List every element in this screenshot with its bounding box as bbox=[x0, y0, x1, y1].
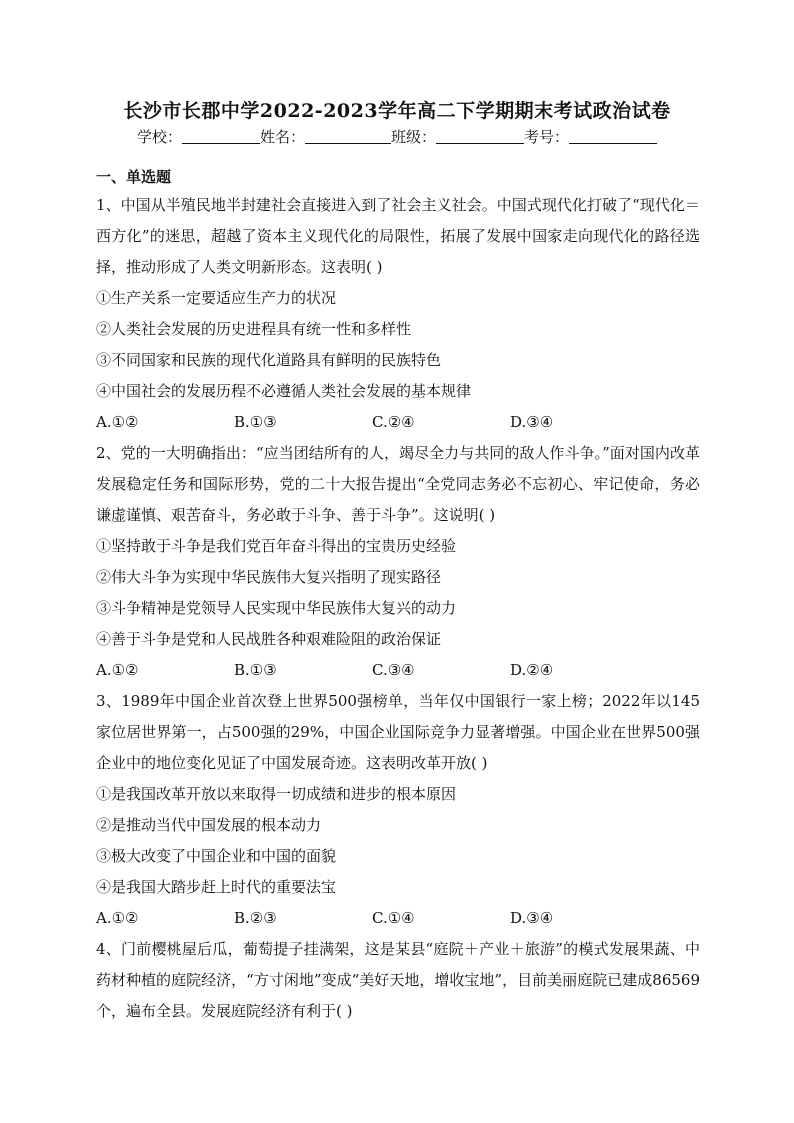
statement-item: ①坚持敢于斗争是我们党百年奋斗得出的宝贵历史经验 bbox=[96, 537, 457, 555]
question-3 bbox=[96, 686, 700, 934]
question-1 bbox=[96, 190, 700, 438]
question-stem: 2、党的一大明确指出：“应当团结所有的人，竭尽全力与共同的敌人作斗争。”面对国内改革发展稳定任务和国际形势，党的二十大报告提出“全党同志务必不忘初心、牢记使命，务必谦虚谨慎、艰苦奋斗，务必敢于斗争、善于斗争”。这说明( ) bbox=[96, 444, 700, 524]
answer-choices bbox=[96, 655, 700, 686]
exam-number-blank bbox=[569, 129, 657, 144]
page-title: 长沙市长郡中学2022-2023学年高二下学期期末考试政治试卷 bbox=[123, 100, 671, 122]
student-info-row bbox=[0, 126, 794, 147]
choice-b: B.①③ bbox=[234, 661, 277, 679]
choice-c: C.①④ bbox=[372, 909, 415, 927]
exam-number-field bbox=[524, 126, 657, 147]
exam-number-label: 考号： bbox=[524, 128, 570, 146]
statement-item: ①生产关系一定要适应生产力的状况 bbox=[96, 289, 337, 307]
choice-a: A.①② bbox=[96, 413, 139, 431]
school-field bbox=[137, 126, 260, 147]
choice-c: C.②④ bbox=[372, 413, 415, 431]
name-label: 姓名： bbox=[259, 128, 305, 146]
statement-item: ③极大改变了中国企业和中国的面貌 bbox=[96, 847, 337, 865]
statement-item: ①是我国改革开放以来取得一切成绩和进步的根本原因 bbox=[96, 785, 457, 803]
choice-d: D.③④ bbox=[510, 413, 554, 431]
class-label: 班级： bbox=[391, 128, 437, 146]
choice-c: C.③④ bbox=[372, 661, 415, 679]
statement-item: ②伟大斗争为实现中华民族伟大复兴指明了现实路径 bbox=[96, 568, 442, 586]
choice-b: B.②③ bbox=[234, 909, 277, 927]
school-label: 学校： bbox=[136, 128, 182, 146]
question-stem: 4、门前樱桃屋后瓜，葡萄提子挂满架，这是某县“庭院＋产业＋旅游”的模式发展果蔬、中药材种植的庭院经济，“方寸闲地”变成“美好天地，增收宝地”，目前美丽庭院已建成86569个，遍布全县。发展庭院经济有利于( ) bbox=[96, 940, 700, 1020]
choice-b: B.①③ bbox=[234, 413, 277, 431]
statement-item: ④善于斗争是党和人民战胜各种艰难险阻的政治保证 bbox=[96, 630, 442, 648]
choice-d: D.③④ bbox=[510, 909, 554, 927]
choice-a: A.①② bbox=[96, 661, 139, 679]
statement-item: ②是推动当代中国发展的根本动力 bbox=[96, 816, 322, 834]
answer-choices bbox=[96, 407, 700, 438]
class-field bbox=[391, 126, 524, 147]
question-stem: 1、中国从半殖民地半封建社会直接进入到了社会主义社会。中国式现代化打破了“现代化＝西方化”的迷思，超越了资本主义现代化的局限性，拓展了发展中国家走向现代化的路径选择，推动形成了人类文明新形态。这表明( ) bbox=[96, 196, 700, 276]
statement-item: ③不同国家和民族的现代化道路具有鲜明的民族特色 bbox=[96, 351, 442, 369]
question-content bbox=[96, 168, 700, 1027]
name-blank bbox=[305, 129, 391, 144]
name-field bbox=[260, 126, 391, 147]
statement-item: ④是我国大踏步赶上时代的重要法宝 bbox=[96, 878, 337, 896]
statement-item: ③斗争精神是党领导人民实现中华民族伟大复兴的动力 bbox=[96, 599, 457, 617]
question-stem: 3、1989年中国企业首次登上世界500强榜单，当年仅中国银行一家上榜；2022年以145家位居世界第一，占500强的29%，中国企业国际竞争力显著增强。中国企业在世界500强企业中的地位变化见证了中国发展奇迹。这表明改革开放( ) bbox=[96, 692, 700, 772]
answer-choices bbox=[96, 903, 700, 934]
school-blank bbox=[182, 129, 260, 144]
section-heading: 一、单选题 bbox=[96, 168, 172, 186]
class-blank bbox=[436, 129, 524, 144]
statement-item: ②人类社会发展的历史进程具有统一性和多样性 bbox=[96, 320, 412, 338]
question-2 bbox=[96, 438, 700, 686]
choice-d: D.②④ bbox=[510, 661, 554, 679]
choice-a: A.①② bbox=[96, 909, 139, 927]
question-4 bbox=[96, 934, 700, 1027]
statement-item: ④中国社会的发展历程不必遵循人类社会发展的基本规律 bbox=[96, 382, 472, 400]
